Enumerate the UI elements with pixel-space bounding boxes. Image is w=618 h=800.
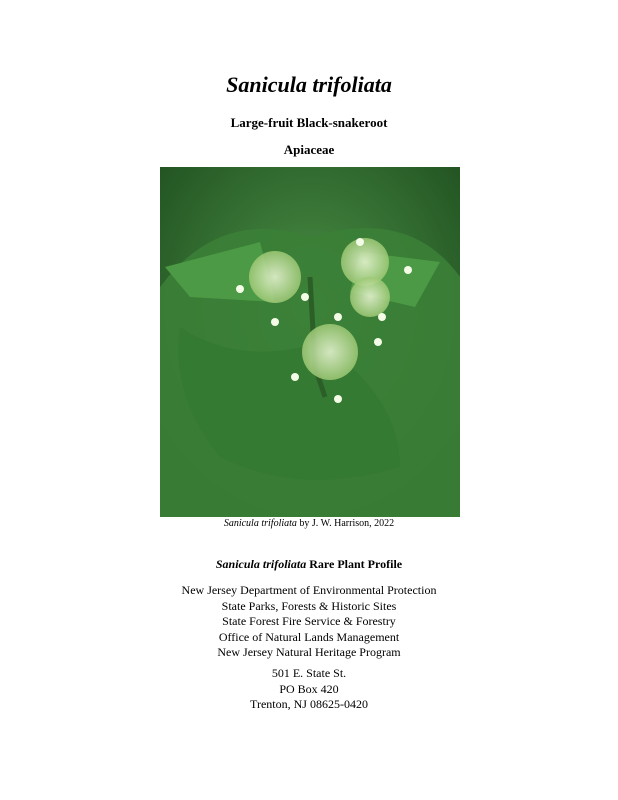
page-title: Sanicula trifoliata xyxy=(226,72,392,97)
plant-photo-illustration xyxy=(160,167,460,517)
photo-caption xyxy=(0,518,618,529)
address-block xyxy=(0,666,618,713)
plant-photo xyxy=(160,167,460,517)
caption-credit: by J. W. Harrison, 2022 xyxy=(296,518,395,529)
organization-line: State Forest Fire Service & Forestry xyxy=(222,614,396,628)
address-line: 501 E. State St. xyxy=(271,666,347,680)
profile-heading-suffix: Rare Plant Profile xyxy=(306,557,403,571)
organization-block xyxy=(0,583,618,661)
organization-line: State Parks, Forests & Historic Sites xyxy=(221,598,397,613)
profile-heading-species: Sanicula trifoliata xyxy=(215,557,307,571)
address-line: PO Box 420 xyxy=(279,681,339,696)
organization-line: Office of Natural Lands Management xyxy=(218,629,400,644)
caption-species: Sanicula trifoliata xyxy=(223,518,297,529)
address-line: Trenton, NJ 08625-0420 xyxy=(250,697,368,711)
organization-line: New Jersey Department of Environmental Protection xyxy=(181,583,437,597)
profile-heading xyxy=(0,557,618,572)
organization-line: New Jersey Natural Heritage Program xyxy=(217,645,401,659)
family-name: Apiaceae xyxy=(283,142,335,157)
common-name: Large-fruit Black-snakeroot xyxy=(230,115,388,130)
